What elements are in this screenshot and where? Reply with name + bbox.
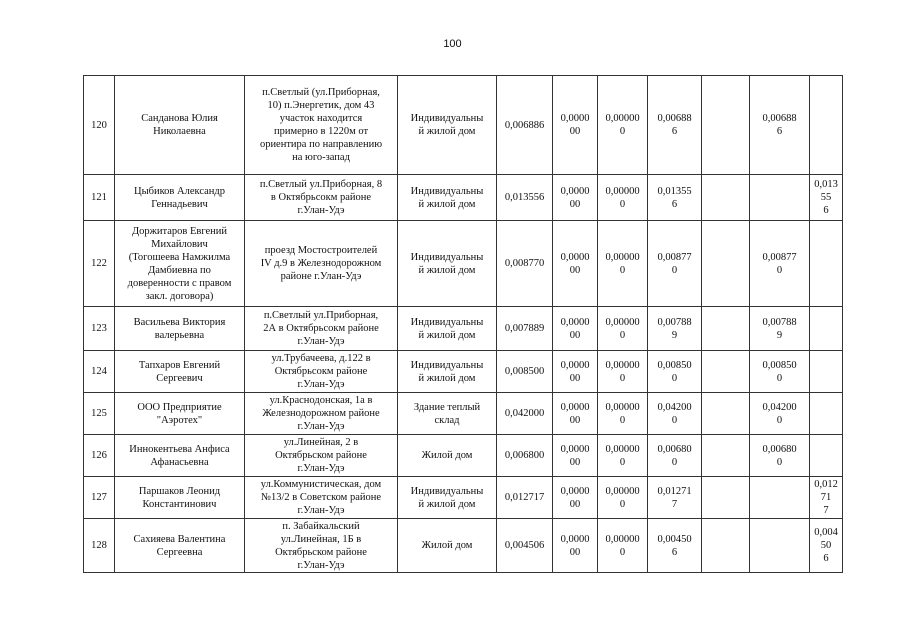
object-type: Индивидуальны й жилой дом bbox=[398, 221, 497, 307]
value-col-5: 0,00877 0 bbox=[750, 221, 810, 307]
address: п.Светлый ул.Приборная, 8 в Октябрьсокм районе г.Улан-Удэ bbox=[245, 175, 398, 221]
value-col-3: 0,04200 0 bbox=[648, 393, 702, 435]
row-number: 126 bbox=[84, 435, 115, 477]
area-value: 0,012717 bbox=[497, 477, 553, 519]
value-col-4 bbox=[702, 175, 750, 221]
value-col-1: 0,0000 00 bbox=[553, 175, 598, 221]
address: ул.Трубачеева, д.122 в Октябрьсокм районе г.Улан-Удэ bbox=[245, 351, 398, 393]
value-col-6: 0,00450 6 bbox=[810, 519, 843, 573]
object-type: Жилой дом bbox=[398, 435, 497, 477]
object-type: Индивидуальны й жилой дом bbox=[398, 76, 497, 175]
table-row bbox=[84, 76, 843, 175]
owner-name: Доржитаров Евгений Михайлович (Тогошеева Намжилма Дамбиевна по доверенности с правом закл. договора) bbox=[115, 221, 245, 307]
object-type: Здание теплый склад bbox=[398, 393, 497, 435]
address: ул.Линейная, 2 в Октябрьском районе г.Улан-Удэ bbox=[245, 435, 398, 477]
value-col-5: 0,00850 0 bbox=[750, 351, 810, 393]
value-col-6: 0,01355 6 bbox=[810, 175, 843, 221]
value-col-4 bbox=[702, 221, 750, 307]
row-number: 125 bbox=[84, 393, 115, 435]
value-col-4 bbox=[702, 435, 750, 477]
registry-table bbox=[83, 75, 843, 573]
value-col-4 bbox=[702, 307, 750, 351]
value-col-4 bbox=[702, 477, 750, 519]
value-col-5 bbox=[750, 175, 810, 221]
address: ул.Коммунистическая, дом №13/2 в Советском районе г.Улан-Удэ bbox=[245, 477, 398, 519]
owner-name: Паршаков Леонид Константинович bbox=[115, 477, 245, 519]
value-col-3: 0,00450 6 bbox=[648, 519, 702, 573]
table-row bbox=[84, 175, 843, 221]
value-col-2: 0,00000 0 bbox=[598, 76, 648, 175]
address: проезд Мостостроителей IV д.9 в Железнодорожном районе г.Улан-Удэ bbox=[245, 221, 398, 307]
value-col-1: 0,0000 00 bbox=[553, 435, 598, 477]
value-col-1: 0,0000 00 bbox=[553, 351, 598, 393]
value-col-3: 0,00877 0 bbox=[648, 221, 702, 307]
table-row bbox=[84, 351, 843, 393]
value-col-1: 0,0000 00 bbox=[553, 393, 598, 435]
value-col-6 bbox=[810, 307, 843, 351]
area-value: 0,008770 bbox=[497, 221, 553, 307]
object-type: Индивидуальны й жилой дом bbox=[398, 175, 497, 221]
value-col-4 bbox=[702, 351, 750, 393]
owner-name: ООО Предприятие "Аэротех" bbox=[115, 393, 245, 435]
value-col-3: 0,01271 7 bbox=[648, 477, 702, 519]
value-col-3: 0,00688 6 bbox=[648, 76, 702, 175]
value-col-1: 0,0000 00 bbox=[553, 76, 598, 175]
object-type: Жилой дом bbox=[398, 519, 497, 573]
object-type: Индивидуальны й жилой дом bbox=[398, 351, 497, 393]
value-col-1: 0,0000 00 bbox=[553, 307, 598, 351]
row-number: 120 bbox=[84, 76, 115, 175]
value-col-1: 0,0000 00 bbox=[553, 519, 598, 573]
value-col-5 bbox=[750, 477, 810, 519]
value-col-5: 0,04200 0 bbox=[750, 393, 810, 435]
table-row bbox=[84, 477, 843, 519]
value-col-6 bbox=[810, 393, 843, 435]
address: п.Светлый ул.Приборная, 2А в Октябрьсокм районе г.Улан-Удэ bbox=[245, 307, 398, 351]
row-number: 121 bbox=[84, 175, 115, 221]
value-col-5: 0,00788 9 bbox=[750, 307, 810, 351]
table-row bbox=[84, 221, 843, 307]
address: ул.Краснодонская, 1а в Железнодорожном районе г.Улан-Удэ bbox=[245, 393, 398, 435]
area-value: 0,004506 bbox=[497, 519, 553, 573]
value-col-2: 0,00000 0 bbox=[598, 435, 648, 477]
value-col-5 bbox=[750, 519, 810, 573]
owner-name: Санданова Юлия Николаевна bbox=[115, 76, 245, 175]
value-col-2: 0,00000 0 bbox=[598, 477, 648, 519]
value-col-4 bbox=[702, 76, 750, 175]
owner-name: Тапхаров Евгений Сергеевич bbox=[115, 351, 245, 393]
value-col-1: 0,0000 00 bbox=[553, 221, 598, 307]
object-type: Индивидуальны й жилой дом bbox=[398, 477, 497, 519]
value-col-3: 0,00680 0 bbox=[648, 435, 702, 477]
value-col-1: 0,0000 00 bbox=[553, 477, 598, 519]
value-col-5: 0,00680 0 bbox=[750, 435, 810, 477]
table-row bbox=[84, 435, 843, 477]
row-number: 128 bbox=[84, 519, 115, 573]
value-col-5: 0,00688 6 bbox=[750, 76, 810, 175]
area-value: 0,013556 bbox=[497, 175, 553, 221]
value-col-6 bbox=[810, 351, 843, 393]
owner-name: Васильева Виктория валерьевна bbox=[115, 307, 245, 351]
address: п.Светлый (ул.Приборная, 10) п.Энергетик, дом 43 участок находится примерно в 1220м от ориентира по направлению на юго-запад bbox=[245, 76, 398, 175]
owner-name: Сахияева Валентина Сергеевна bbox=[115, 519, 245, 573]
value-col-6 bbox=[810, 221, 843, 307]
row-number: 124 bbox=[84, 351, 115, 393]
table-row bbox=[84, 307, 843, 351]
area-value: 0,007889 bbox=[497, 307, 553, 351]
area-value: 0,006886 bbox=[497, 76, 553, 175]
area-value: 0,042000 bbox=[497, 393, 553, 435]
page-number: 100 bbox=[443, 38, 462, 50]
value-col-2: 0,00000 0 bbox=[598, 175, 648, 221]
value-col-4 bbox=[702, 519, 750, 573]
row-number: 123 bbox=[84, 307, 115, 351]
owner-name: Иннокентьева Анфиса Афанасьевна bbox=[115, 435, 245, 477]
owner-name: Цыбиков Александр Геннадьевич bbox=[115, 175, 245, 221]
value-col-2: 0,00000 0 bbox=[598, 393, 648, 435]
row-number: 122 bbox=[84, 221, 115, 307]
value-col-6 bbox=[810, 435, 843, 477]
value-col-3: 0,00788 9 bbox=[648, 307, 702, 351]
value-col-4 bbox=[702, 393, 750, 435]
table-row bbox=[84, 519, 843, 573]
table-row bbox=[84, 393, 843, 435]
object-type: Индивидуальны й жилой дом bbox=[398, 307, 497, 351]
value-col-3: 0,01355 6 bbox=[648, 175, 702, 221]
row-number: 127 bbox=[84, 477, 115, 519]
area-value: 0,006800 bbox=[497, 435, 553, 477]
value-col-2: 0,00000 0 bbox=[598, 351, 648, 393]
value-col-6: 0,01271 7 bbox=[810, 477, 843, 519]
area-value: 0,008500 bbox=[497, 351, 553, 393]
value-col-2: 0,00000 0 bbox=[598, 221, 648, 307]
value-col-2: 0,00000 0 bbox=[598, 519, 648, 573]
value-col-6 bbox=[810, 76, 843, 175]
value-col-2: 0,00000 0 bbox=[598, 307, 648, 351]
address: п. Забайкальский ул.Линейная, 1Б в Октябрьском районе г.Улан-Удэ bbox=[245, 519, 398, 573]
value-col-3: 0,00850 0 bbox=[648, 351, 702, 393]
